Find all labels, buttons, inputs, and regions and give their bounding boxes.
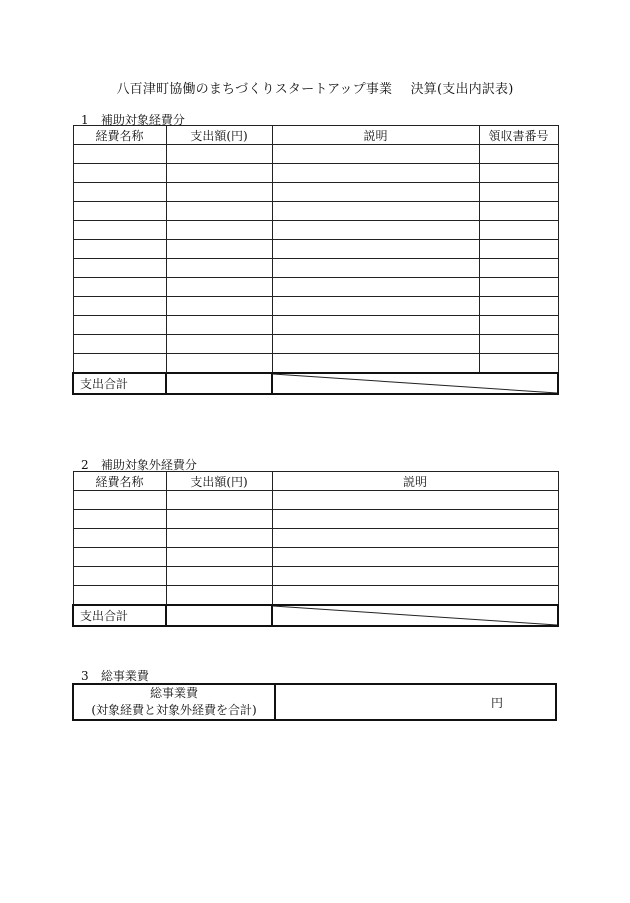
table-cell[interactable] [272,221,479,240]
expense-table-eligible [72,125,559,395]
table-cell[interactable] [479,183,558,202]
header-expense-name: 経費名称 [73,472,166,491]
total-project-cost-label [74,685,276,719]
table-cell[interactable] [166,510,272,529]
table-cell[interactable] [272,202,479,221]
header-expense-name: 経費名称 [73,126,166,145]
header-amount: 支出額(円) [166,472,272,491]
table-cell[interactable] [272,567,558,586]
table-cell[interactable] [479,297,558,316]
table-cell[interactable] [479,145,558,164]
expense-table-ineligible [72,471,559,627]
table-row [73,202,558,221]
struck-out-cell [272,605,558,626]
table-cell[interactable] [73,278,166,297]
table-cell[interactable] [479,221,558,240]
table-row [73,259,558,278]
table-cell[interactable] [73,183,166,202]
table-cell[interactable] [73,240,166,259]
table-cell[interactable] [73,297,166,316]
yen-unit: 円 [490,695,503,710]
table-cell[interactable] [73,510,166,529]
table-cell[interactable] [166,145,272,164]
section1-title: 補助対象経費分 [100,113,185,127]
table-row [73,221,558,240]
section3-number: 3 [81,669,89,683]
header-description: 説明 [272,126,479,145]
table-cell[interactable] [272,164,479,183]
title-sub: 決算(支出内訳表) [410,82,514,97]
total-amount-cell[interactable] [166,605,272,626]
table-row [73,278,558,297]
table-cell[interactable] [272,548,558,567]
table-cell[interactable] [166,164,272,183]
table-cell[interactable] [272,529,558,548]
table-cell[interactable] [272,259,479,278]
table-cell[interactable] [73,567,166,586]
table-cell[interactable] [479,278,558,297]
table-cell[interactable] [166,567,272,586]
document-title [0,78,630,97]
table-cell[interactable] [73,529,166,548]
table-cell[interactable] [73,259,166,278]
table-cell[interactable] [272,183,479,202]
table-row [73,586,558,606]
total-project-cost-box [72,683,557,721]
table-cell[interactable] [272,335,479,354]
table-header-row [73,126,558,145]
table-cell[interactable] [166,297,272,316]
table-row [73,567,558,586]
table-cell[interactable] [166,202,272,221]
table-cell[interactable] [73,316,166,335]
table-cell[interactable] [272,145,479,164]
section2-number: 2 [81,458,89,472]
table-cell[interactable] [166,240,272,259]
header-receipt-number: 領収書番号 [479,126,558,145]
table-cell[interactable] [166,586,272,606]
table-cell[interactable] [73,221,166,240]
table-row [73,491,558,510]
section3-heading [81,667,149,684]
table-cell[interactable] [166,278,272,297]
table-row [73,354,558,374]
total-row [73,605,558,626]
table-row [73,297,558,316]
table-row [73,548,558,567]
table-row [73,335,558,354]
table-cell[interactable] [73,335,166,354]
table-cell[interactable] [272,510,558,529]
table-cell[interactable] [166,491,272,510]
header-amount: 支出額(円) [166,126,272,145]
table-cell[interactable] [479,316,558,335]
table-cell[interactable] [73,164,166,183]
total-project-cost-value-cell[interactable] [276,685,555,719]
section1-number: 1 [81,113,89,127]
table-cell[interactable] [479,354,558,374]
table-row [73,240,558,259]
table-row [73,145,558,164]
table-row [73,316,558,335]
table-cell[interactable] [166,335,272,354]
total-project-cost-label-line1: 総事業費 [149,686,198,700]
table-row [73,164,558,183]
table-cell[interactable] [272,316,479,335]
diagonal-strike [273,606,557,625]
table-cell[interactable] [479,240,558,259]
table-row [73,529,558,548]
table-header-row [73,472,558,491]
table-cell[interactable] [166,183,272,202]
table-cell[interactable] [166,548,272,567]
table-cell[interactable] [166,529,272,548]
header-description: 説明 [272,472,558,491]
table-cell[interactable] [479,202,558,221]
table-cell[interactable] [73,145,166,164]
section3-title: 総事業費 [100,669,149,683]
table-cell[interactable] [479,164,558,183]
table-row [73,510,558,529]
table-cell[interactable] [73,491,166,510]
title-main: 八百津町協働のまちづくりスタートアップ事業 [116,82,393,97]
struck-out-cell [272,373,558,394]
total-label: 支出合計 [73,605,166,626]
total-project-cost-label-line2: (対象経費と対象外経費を合計) [91,703,257,717]
total-row [73,373,558,394]
table-cell[interactable] [272,278,479,297]
section2-title: 補助対象外経費分 [100,458,197,472]
table-cell[interactable] [479,335,558,354]
table-cell[interactable] [73,586,166,606]
diagonal-strike [273,374,557,393]
table-cell[interactable] [73,354,166,374]
table-row [73,183,558,202]
table-cell[interactable] [272,586,558,606]
total-label: 支出合計 [73,373,166,394]
table-cell[interactable] [73,202,166,221]
total-amount-cell[interactable] [166,373,272,394]
table-cell[interactable] [166,221,272,240]
table-cell[interactable] [479,259,558,278]
table-cell[interactable] [166,316,272,335]
table-cell[interactable] [73,548,166,567]
table-cell[interactable] [272,240,479,259]
table-cell[interactable] [166,259,272,278]
table-cell[interactable] [272,491,558,510]
table-cell[interactable] [272,354,479,374]
table-cell[interactable] [272,297,479,316]
table-cell[interactable] [166,354,272,374]
